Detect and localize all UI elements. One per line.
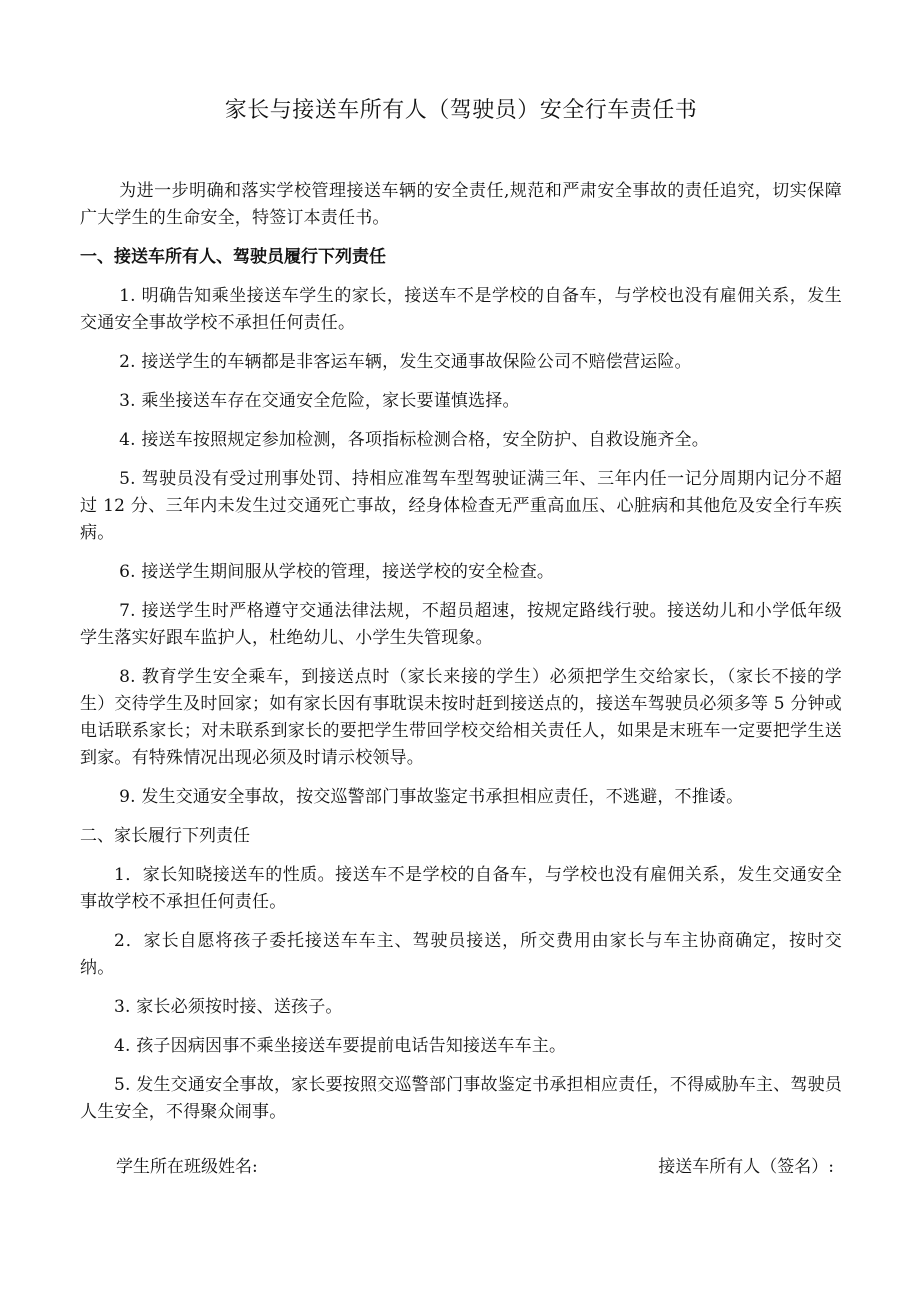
driver-item-6: 6. 接送学生期间服从学校的管理，接送学校的安全检查。 — [119, 562, 555, 582]
driver-item-2: 2. 接送学生的车辆都是非客运车辆，发生交通事故保险公司不赔偿营运险。 — [119, 352, 692, 372]
document-page — [80, 0, 842, 1302]
parent-item-1: 1．家长知晓接送车的性质。接送车不是学校的自备车，与学校也没有雇佣关系，发生交通安全事故学校不承担任何责任。 — [80, 865, 842, 912]
parent-item-3: 3. 家长必须按时接、送孩子。 — [114, 997, 343, 1017]
driver-item-4: 4. 接送车按照规定参加检测，各项指标检测合格，安全防护、自救设施齐全。 — [119, 430, 709, 450]
signature-row — [80, 1154, 842, 1181]
document-title: 家长与接送车所有人（驾驶员）安全行车责任书 — [224, 98, 698, 123]
section-heading-parent: 二、家长履行下列责任 — [80, 826, 250, 846]
driver-item-7: 7. 接送学生时严格遵守交通法律法规，不超员超速，按规定路线行驶。接送幼儿和小学低年级学生落实好跟车监护人，杜绝幼儿、小学生失管现象。 — [80, 601, 842, 648]
vehicle-owner-signature-label: 接送车所有人（签名）: — [658, 1157, 834, 1177]
driver-item-3: 3. 乘坐接送车存在交通安全危险，家长要谨慎选择。 — [119, 391, 520, 411]
student-class-name-label: 学生所在班级姓名: — [116, 1157, 258, 1177]
parent-item-5: 5. 发生交通安全事故，家长要按照交巡警部门事故鉴定书承担相应责任，不得威胁车主、驾驶员人生安全，不得聚众闹事。 — [80, 1075, 842, 1122]
parent-item-4: 4. 孩子因病因事不乘坐接送车要提前电话告知接送车车主。 — [114, 1036, 567, 1056]
driver-item-5: 5. 驾驶员没有受过刑事处罚、持相应准驾车型驾驶证满三年、三年内任一记分周期内记分不超过 12 分、三年内未发生过交通死亡事故，经身体检查无严重高血压、心脏病和其他危及安全行车疾病。 — [80, 469, 842, 543]
section-heading-driver: 一、接送车所有人、驾驶员履行下列责任 — [80, 247, 386, 267]
driver-item-8: 8. 教育学生安全乘车，到接送点时（家长来接的学生）必须把学生交给家长，（家长不接的学生）交待学生及时回家；如有家长因有事耽误未按时赶到接送点的，接送车驾驶员必须多等 5 分钟或电话联系家长；对未联系到家长的要把学生带回学校交给相关责任人，如果是末班车一定要把学生送到家。有特殊情况出现必须及时请示校领导。 — [80, 667, 842, 768]
parent-item-2: 2．家长自愿将孩子委托接送车车主、驾驶员接送，所交费用由家长与车主协商确定，按时交纳。 — [80, 931, 842, 978]
document-body — [80, 178, 842, 1138]
driver-item-1: 1. 明确告知乘坐接送车学生的家长，接送车不是学校的自备车，与学校也没有雇佣关系，发生交通安全事故学校不承担任何责任。 — [80, 286, 842, 333]
intro-paragraph: 为进一步明确和落实学校管理接送车辆的安全责任,规范和严肃安全事故的责任追究，切实保障广大学生的生命安全，特签订本责任书。 — [80, 181, 842, 228]
driver-item-9: 9. 发生交通安全事故，按交巡警部门事故鉴定书承担相应责任，不逃避，不推诿。 — [119, 787, 744, 807]
